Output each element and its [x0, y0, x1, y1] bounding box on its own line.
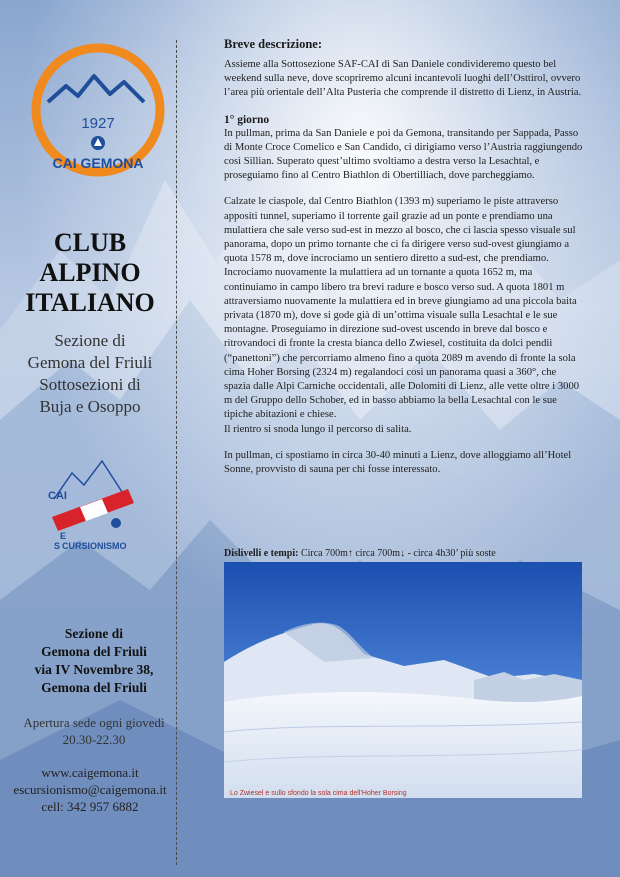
zwiesel-photo: [224, 562, 582, 798]
photo-caption: Lo Zwiesel e sullo sfondo la sola cima dell’Hoher Borsing: [230, 790, 407, 797]
day1-paragraph: In pullman, ci spostiamo in circa 30-40 minuti a Lienz, dove alloggiamo all’Hotel Sonne, provvisto di sauna per chi fosse interessato.: [224, 449, 572, 476]
club-title: [10, 228, 170, 318]
elevation-value: Circa 700m↑ circa 700m↓ - circa 4h30’ più soste: [300, 548, 496, 559]
phone-number: cell: 342 957 6882: [41, 799, 139, 814]
contacts-block: [4, 764, 176, 815]
elevation-times: [224, 547, 496, 560]
left-column: [0, 0, 176, 877]
club-title-line: CLUB: [53, 228, 127, 257]
section-line: Gemona del Friuli: [27, 353, 153, 372]
logo-year: 1927: [81, 115, 115, 132]
cai-gemona-logo: [28, 40, 168, 185]
esc-logo-letter: E: [60, 531, 67, 541]
section-line: Buja e Osoppo: [39, 397, 141, 416]
day1-heading: 1° giorno: [224, 113, 270, 126]
address-block: [14, 625, 174, 697]
opening-hours: Apertura sede ogni giovedì 20.30-22.30: [23, 715, 165, 747]
esc-logo-cai: CAI: [48, 490, 67, 502]
address-line: Gemona del Friuli: [41, 644, 147, 659]
column-divider: [176, 40, 177, 865]
address-line: Gemona del Friuli: [41, 680, 147, 695]
section-info: [6, 330, 174, 418]
description-text: Assieme alla Sottosezione SAF-CAI di San Daniele condivideremo questo bel weekend sulla neve, dove scopriremo alcuni incantevoli luoghi dell’Osttirol, ovvero l’area più orientale dell’Alta Pusteria che comprende il distretto di Lienz, in Austria.: [224, 59, 582, 99]
day1-paragraph: Il rientro si snoda lungo il percorso di salita.: [224, 423, 412, 435]
section-line: Sezione di: [54, 331, 126, 350]
address-line: Sezione di: [64, 626, 124, 641]
description-heading: Breve descrizione:: [224, 37, 322, 51]
right-column: [224, 36, 584, 489]
logo-name: CAI GEMONA: [52, 155, 144, 171]
section-line: Sottosezioni di: [39, 375, 141, 394]
esc-logo-word: CURSIONISMO: [62, 541, 127, 551]
day1-paragraph: In pullman, prima da San Daniele e poi da Gemona, transitando per Sappada, Passo di Monte Croce Comelico e San Candido, ci dirigiamo verso l’Austria raggiungendo così Sillian. Superato quest’ultimo svoltiamo a destra verso la Lesachtal, e proseguiamo fino al Centro Biathlon di Obertilliach, dove parcheggiamo.: [224, 127, 583, 182]
club-title-line: ALPINO: [39, 258, 141, 287]
elevation-label: Dislivelli e tempi:: [224, 548, 299, 559]
cai-escursionismo-logo: [44, 455, 140, 555]
email-link[interactable]: escursionismo@caigemona.it: [13, 782, 167, 797]
esc-logo-letter: S: [54, 541, 61, 551]
club-title-line: ITALIANO: [25, 288, 155, 317]
website-link[interactable]: www.caigemona.it: [41, 765, 139, 780]
day1-paragraph: Calzate le ciaspole, dal Centro Biathlon (1393 m) superiamo le piste attraverso appositi tunnel, superiamo il torrente gail grazie ad un ponte e prendiamo una mulattiera che sale verso sud-est in mezzo al bosco, che ci lascia spesso visuale sul panorama, dopo un primo tornante che ci fa dirigere verso sud-ovest giungiamo a quota 1578 m, dove incrociamo un sentiero diretto a sud-est, che prendiamo. Incrociamo nuovamente la mulattiera ad un tornante a quota 1652 m, ma continuiamo in campo libero tra brevi radure e bosco verso sud. A quota 1801 m attraversiamo nuovamente la mulattiera ed in breve giungiamo ad una piccola baita privata (1870 m), dove si gode già di un’ottima visuale sulla Lesachtal e le sue montagne. Proseguiamo in direzione sud-ovest uscendo in breve dal bosco e ritrovandoci di fronte la cresta bianca dello Zwiesel, costituita da dolci pendii (“panettoni”) che percorriamo almeno fino a quota 2089 m avendo di fronte la sola cima Hoher Borsing (2324 m) regalandoci così un panorama quasi a 360°, che spazia dalle Alpi Carniche occidentali, alle Dolomiti di Lienz, alle vette oltre i 3000 m del Gruppo dello Schober, ed in basso abbiamo la bella Lesachtal con le sue tipiche abitazioni e chiese.: [224, 196, 580, 421]
address-line: via IV Novembre 38,: [34, 662, 154, 677]
